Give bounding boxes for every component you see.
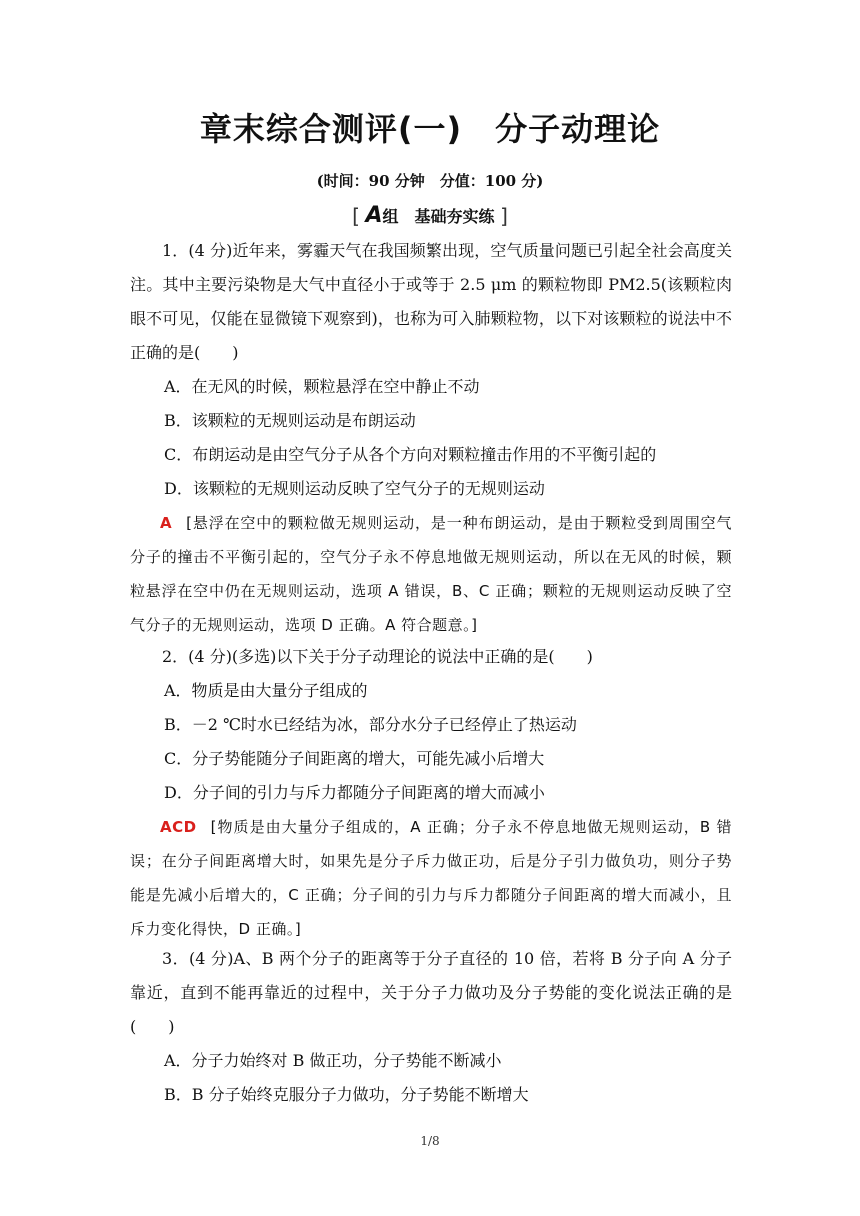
option-c: C．布朗运动是由空气分子从各个方向对颗粒撞击作用的不平衡引起的 [164, 445, 657, 464]
question-3 [130, 942, 732, 1112]
answer-key: A [160, 514, 173, 532]
left-bracket: [ [352, 204, 360, 228]
exam-info: (时间：90 分钟 分值：100 分) [316, 172, 544, 190]
answer-explanation [130, 810, 732, 946]
answer-text: [物质是由大量分子组成的，A 正确；分子永不停息地做无规则运动，B 错误；在分子间距离增大时，如果先是分子斥力做正功，后是分子引力做负功，则分子势能是先减小后增大的，C 正确；分子间的引力与斥力都随分子间距离的增大而减小，且斥力变化得快，D 正确。] [130, 818, 732, 938]
page-number: 1/8 [420, 1134, 440, 1148]
answer-text: [悬浮在空中的颗粒做无规则运动，是一种布朗运动，是由于颗粒受到周围空气分子的撞击不平衡引起的，空气分子永不停息地做无规则运动，所以在无风的时候，颗粒悬浮在空中仍在无规则运动，选项 A 错误，B、C 正确；颗粒的无规则运动反映了空气分子的无规则运动，选项 D 正确。A 符合题意。] [130, 514, 732, 634]
answer-key: ACD [160, 818, 197, 836]
section-heading [0, 203, 860, 228]
option-d: D．分子间的引力与斥力都随分子间距离的增大而减小 [164, 783, 545, 802]
option-b: B．B 分子始终克服分子力做功，分子势能不断增大 [164, 1085, 529, 1104]
option-c: C．分子势能随分子间距离的增大，可能先减小后增大 [164, 749, 545, 768]
answer-explanation [130, 506, 732, 642]
question-1 [130, 234, 732, 642]
question-stem: 2．(4 分)(多选)以下关于分子动理论的说法中正确的是( ) [162, 647, 593, 666]
option-d: D．该颗粒的无规则运动反映了空气分子的无规则运动 [164, 479, 545, 498]
question-stem: 1．(4 分)近年来，雾霾天气在我国频繁出现，空气质量问题已引起全社会高度关注。其中主要污染物是大气中直径小于或等于 2.5 μm 的颗粒物即 PM2.5(该颗粒肉眼不可见，仅能在显微镜下观察到)，也称为可入肺颗粒物，以下对该颗粒的说法中不正确的是( ) [130, 241, 732, 362]
option-a: A．分子力始终对 B 做正功，分子势能不断减小 [164, 1051, 502, 1070]
option-b: B．该颗粒的无规则运动是布朗运动 [164, 411, 416, 430]
right-bracket: ] [500, 204, 508, 228]
option-b: B．－2 ℃时水已经结为冰，部分水分子已经停止了热运动 [164, 715, 577, 734]
section-letter: A [365, 203, 383, 228]
question-stem: 3．(4 分)A、B 两个分子的距离等于分子直径的 10 倍，若将 B 分子向 A 分子靠近，直到不能再靠近的过程中，关于分子力做功及分子势能的变化说法正确的是( ) [130, 949, 732, 1036]
page-title: 章末综合测评(一) 分子动理论 [199, 110, 661, 148]
option-a: A．在无风的时候，颗粒悬浮在空中静止不动 [164, 377, 480, 396]
question-2 [130, 640, 732, 946]
section-label: 组 基础夯实练 [382, 207, 495, 226]
option-a: A．物质是由大量分子组成的 [164, 681, 368, 700]
